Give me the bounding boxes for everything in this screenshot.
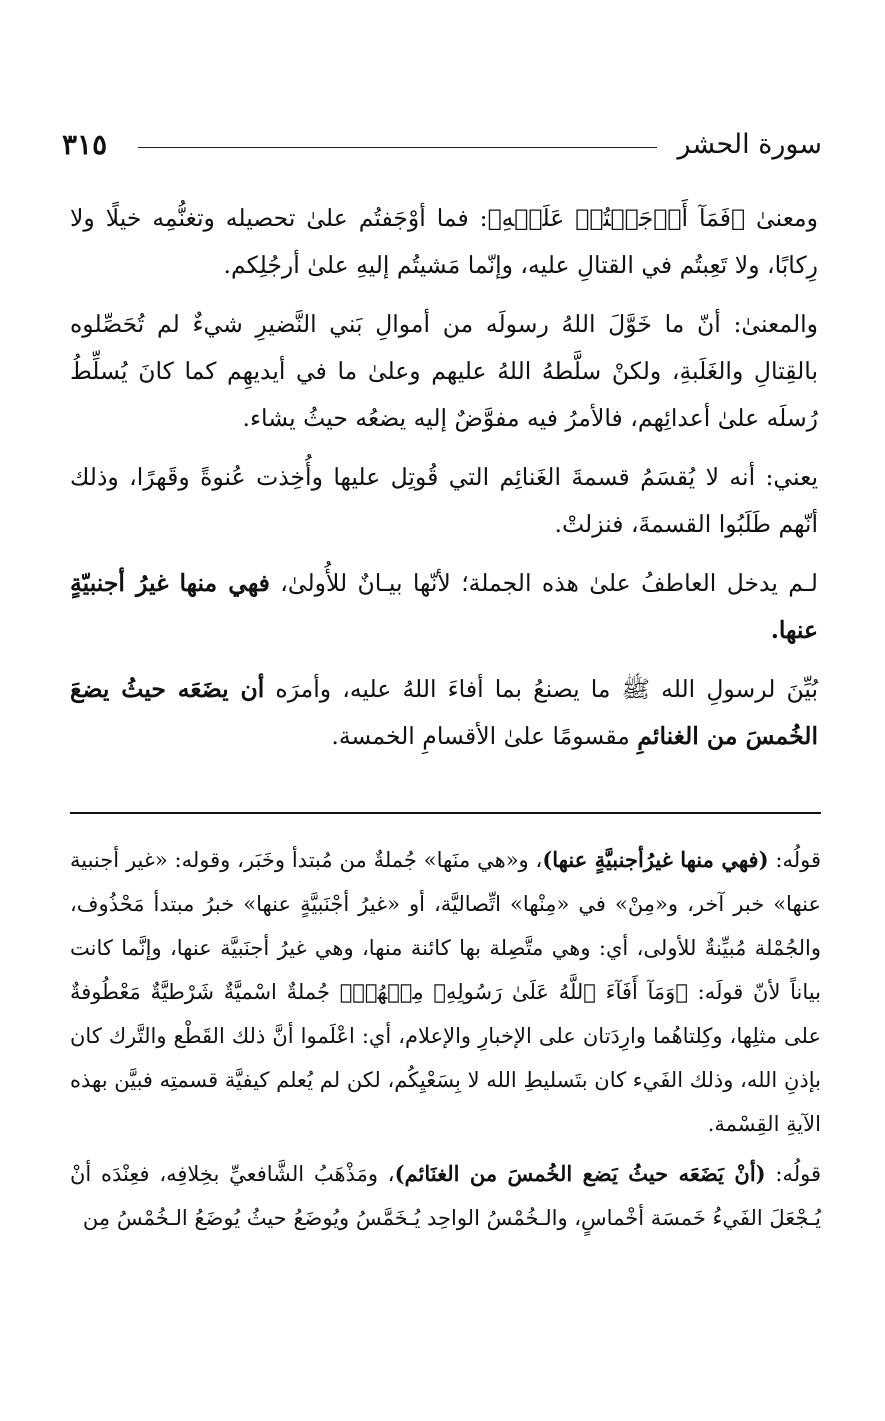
note-2-text: ، ومَذْهَبُ الشَّافعيِّ بخِلافِه، فعِنْدَه أنْ يُـجْعَلَ الفَيءُ خَمسَة أخْماسٍ، والـخُمْسُ الواحِد يُـخَمَّسُ ويُوضَعُ حيثُ يُوضَعُ الـخُمْسُ مِن xyxy=(70,1162,821,1230)
note-2-lead: قولُه: xyxy=(765,1162,822,1186)
paragraph-3: يعني: أنه لا يُقسَمُ قسمةَ الغَنائِم التي قُوتِل عليها وأُخِذت عُنوةً وقَهرًا، وذلك أنّهم طَلَبُوا القسمةَ، فنزلتْ. xyxy=(70,463,818,538)
footnote-separator xyxy=(70,812,821,814)
paragraph-5-text-b: مقسومًا علىٰ الأقسامِ الخمسة. xyxy=(331,722,630,750)
paragraph-5-bold: أن يضَعَه حيثُ يضعَ الخُمسَ من الغنائمِ xyxy=(70,675,818,750)
surah-title: سورة الحشر xyxy=(677,129,822,160)
note-1-lead: قولُه: xyxy=(768,848,821,872)
paragraph-4-text: لـم يدخل العاطفُ علىٰ هذه الجملة؛ لأنّها بيـانٌ للأُولىٰ، xyxy=(280,569,818,597)
paragraph-2: والمعنىٰ: أنّ ما خَوَّلَ اللهُ رسولَه من أموالِ بَني النَّضيرِ شيءٌ لم تُحَصِّلوه بالقِتالِ والغَلَبةِ، ولكنْ سلَّطهُ اللهُ عليهم وعلىٰ ما في أيديهِم كما كانَ يُسلِّطُ رُسلَه علىٰ أعدائِهم، فالأمرُ فيه مفوَّضٌ إليه يضعُه حيثُ يشاء. xyxy=(70,310,818,432)
page-number: ٣١٥ xyxy=(62,128,108,161)
note-2-quote: (أنْ يَضَعَه حيثُ يَضع الخُمسَ من الغنَائم) xyxy=(394,1161,766,1186)
commentary xyxy=(70,838,821,1246)
paragraph-1: ومعنىٰ ﴿فَمَآ أَوۡجَفۡتُمۡ عَلَيۡهِ﴾: فما أوْجَفتُم علىٰ تحصيله وتغنُّمِه خيلًا ولا رِكابًا، ولا تَعِبتُم في القتالِ عليه، وإنّما مَشيتُم إليهِ علىٰ أرجُلِكم. xyxy=(70,204,818,279)
main-text xyxy=(70,195,818,772)
paragraph-5-text-a: بُيِّنَ لرسولِ الله ﷺ ما يصنعُ بما أفاءَ اللهُ عليه، وأمرَه xyxy=(275,675,818,703)
note-2 xyxy=(70,1152,821,1240)
paragraph-4 xyxy=(70,560,818,654)
note-1-text: ، و«هي منَها» جُملةٌ من مُبتدأ وخَبَر، وقوله: «غير أجنبية عنها» خبر آخر، و«مِنْ» في «مِنْها» اتِّصاليَّة، أو «غيرُ أجْنَبيَّةٍ عنها» خبرُ مبتدأ مَحْذُوف، والجُمْلة مُبيِّنةٌ للأولى، أي: وهي متَّصِلة بها كائنة منها، وهي غيرُ أجنَبيَّة عنها، وإنَّما كانت بياناً لأنّ قولَه: ﴿وَمَآ أَفَآءَ ٱللَّهُ عَلَىٰ رَسُولِهِۦ مِنۡهُمۡ﴾ جُملةٌ اسْميَّةٌ شَرْطيَّةٌ مَعْطُوفةٌ على مثلِها، وكِلتاهُما وارِدَتان على الإخبارِ والإعلام، أي: اعْلَموا أنَّ ذلك القَطْع والتَّرك كان بإذنِ الله، وذلك الفَيء كان بتَسليطِ الله لا بِسَعْيِكُم، لكن لم يُعلم كيفيَّة قسمتِه فبيَّن بهذه الآيةِ القِسْمة. xyxy=(70,848,821,1136)
paragraph-4-bold: فهي منها غيرُ أجنبيّةٍ عنها. xyxy=(70,569,818,644)
page-header xyxy=(62,125,822,175)
paragraph-5 xyxy=(70,666,818,760)
note-1-quote: (فهي منها غيرُأجنبيَّةٍ عنها) xyxy=(542,847,769,872)
note-1 xyxy=(70,838,821,1146)
header-rule xyxy=(138,147,657,148)
